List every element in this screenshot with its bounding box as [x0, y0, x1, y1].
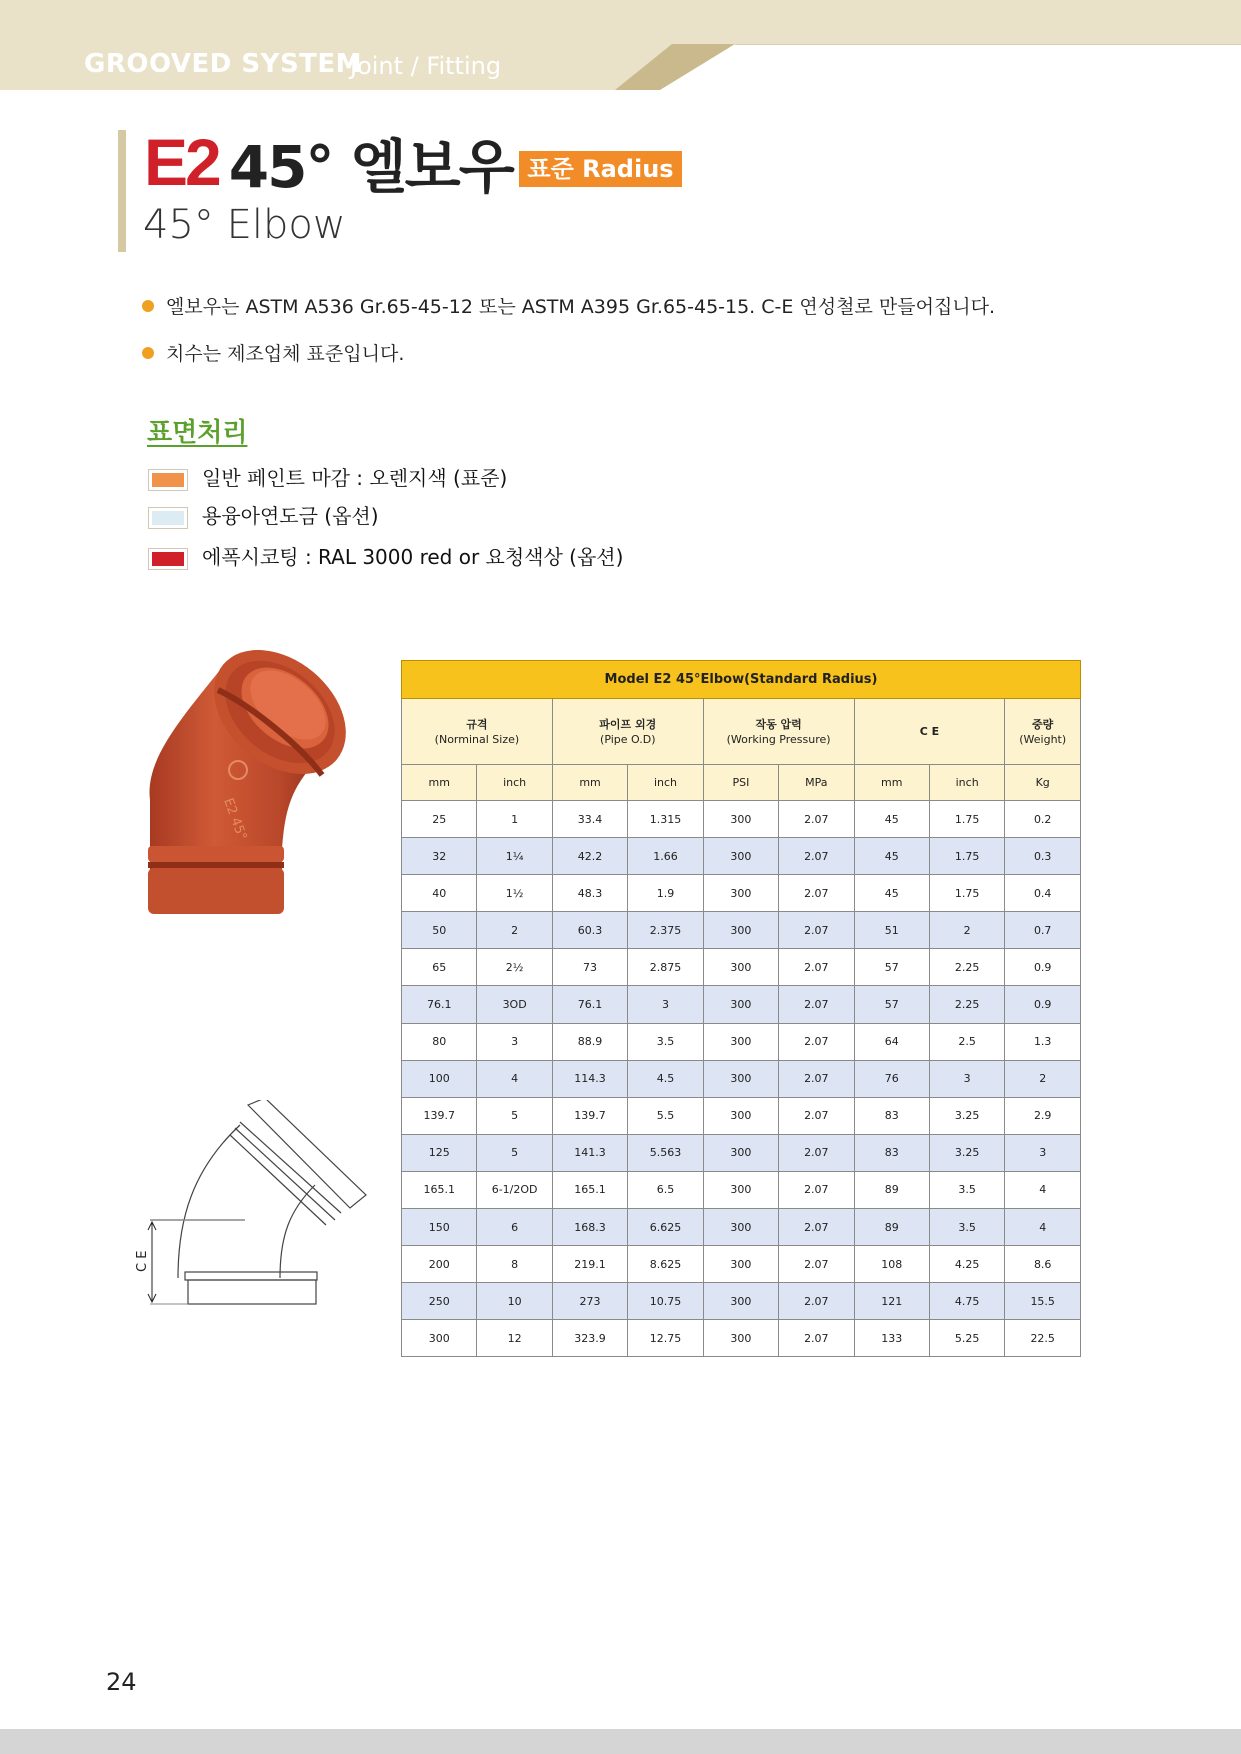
table-row	[402, 949, 1081, 986]
table-cell: 2	[929, 912, 1004, 949]
model-code: E2	[144, 125, 219, 199]
table-cell: 50	[402, 912, 477, 949]
color-swatch	[148, 507, 188, 529]
finish-item-galvanized	[148, 500, 379, 529]
elbow-technical-drawing	[130, 1100, 375, 1325]
table-row	[402, 1060, 1081, 1097]
table-row	[402, 875, 1081, 912]
table-cell: 108	[854, 1246, 929, 1283]
header-nominal-size: 규격 (Norminal Size)	[402, 699, 553, 765]
bullet-material	[142, 292, 995, 319]
table-cell: 2.25	[929, 949, 1004, 986]
table-cell: 300	[703, 1097, 778, 1134]
table-row	[402, 1209, 1081, 1246]
table-cell: 3	[1005, 1134, 1081, 1171]
table-cell: 22.5	[1005, 1320, 1081, 1357]
table-cell: 200	[402, 1246, 477, 1283]
table-cell: 3	[628, 986, 703, 1023]
unit-cell: inch	[477, 765, 552, 801]
table-cell: 300	[703, 912, 778, 949]
table-cell: 57	[854, 949, 929, 986]
table-cell: 1.75	[929, 838, 1004, 875]
table-cell: 3	[477, 1023, 552, 1060]
title-accent-bar	[118, 130, 126, 252]
table-cell: 2.07	[779, 986, 854, 1023]
table-cell: 100	[402, 1060, 477, 1097]
unit-cell: mm	[552, 765, 627, 801]
table-cell: 3.5	[929, 1209, 1004, 1246]
table-cell: 300	[703, 838, 778, 875]
table-cell: 250	[402, 1283, 477, 1320]
table-cell: 2.07	[779, 912, 854, 949]
table-cell: 141.3	[552, 1134, 627, 1171]
table-cell: 273	[552, 1283, 627, 1320]
table-row	[402, 1023, 1081, 1060]
table-cell: 150	[402, 1209, 477, 1246]
table-cell: 139.7	[402, 1097, 477, 1134]
table-cell: 300	[703, 1320, 778, 1357]
table-cell: 51	[854, 912, 929, 949]
table-cell: 2.07	[779, 1320, 854, 1357]
unit-cell: Kg	[1005, 765, 1081, 801]
table-cell: 2.9	[1005, 1097, 1081, 1134]
table-cell: 0.3	[1005, 838, 1081, 875]
bullet-text: 치수는 제조업체 표준입니다.	[166, 343, 405, 365]
table-cell: 5	[477, 1134, 552, 1171]
table-cell: 10.75	[628, 1283, 703, 1320]
table-cell: 165.1	[402, 1171, 477, 1208]
table-cell: 2.07	[779, 801, 854, 838]
table-cell: 300	[703, 1246, 778, 1283]
table-cell: 165.1	[552, 1171, 627, 1208]
table-cell: 133	[854, 1320, 929, 1357]
table-cell: 1.75	[929, 875, 1004, 912]
table-cell: 76.1	[402, 986, 477, 1023]
header-ce: C E	[854, 699, 1005, 765]
finish-label: 일반 페인트 마감 : 오렌지색 (표준)	[202, 466, 508, 490]
table-cell: 139.7	[552, 1097, 627, 1134]
unit-cell: inch	[628, 765, 703, 801]
table-cell: 83	[854, 1097, 929, 1134]
table-cell: 5.563	[628, 1134, 703, 1171]
table-cell: 65	[402, 949, 477, 986]
table-cell: 83	[854, 1134, 929, 1171]
swatch-fill	[152, 473, 184, 487]
table-cell: 8	[477, 1246, 552, 1283]
table-cell: 125	[402, 1134, 477, 1171]
table-cell: 57	[854, 986, 929, 1023]
table-cell: 25	[402, 801, 477, 838]
series-category: Joint / Fitting	[350, 52, 502, 80]
table-cell: 4.5	[628, 1060, 703, 1097]
table-cell: 2.07	[779, 1246, 854, 1283]
table-cell: 88.9	[552, 1023, 627, 1060]
bullet-dot	[142, 300, 154, 312]
table-cell: 6.625	[628, 1209, 703, 1246]
table-cell: 2.07	[779, 1283, 854, 1320]
table-cell: 1	[477, 801, 552, 838]
table-cell: 2½	[477, 949, 552, 986]
unit-row	[402, 765, 1081, 801]
table-row	[402, 1134, 1081, 1171]
unit-cell: mm	[854, 765, 929, 801]
table-cell: 3.5	[929, 1171, 1004, 1208]
table-cell: 5.5	[628, 1097, 703, 1134]
table-cell: 32	[402, 838, 477, 875]
header-band-line	[735, 44, 1241, 45]
table-cell: 0.2	[1005, 801, 1081, 838]
table-cell: 3.25	[929, 1097, 1004, 1134]
table-row	[402, 838, 1081, 875]
table-cell: 300	[703, 801, 778, 838]
table-row	[402, 986, 1081, 1023]
table-caption: Model E2 45°Elbow(Standard Radius)	[402, 661, 1081, 699]
footer-band	[0, 1729, 1241, 1754]
spec-table	[401, 660, 1081, 1357]
table-cell: 1.9	[628, 875, 703, 912]
table-cell: 1.315	[628, 801, 703, 838]
unit-cell: inch	[929, 765, 1004, 801]
bullet-text: 엘보우는 ASTM A536 Gr.65-45-12 또는 ASTM A395 Gr.65-45-15. C-E 연성철로 만들어집니다.	[166, 296, 996, 318]
table-cell: 60.3	[552, 912, 627, 949]
table-cell: 2	[477, 912, 552, 949]
ce-dimension-label: C E	[135, 1250, 150, 1272]
table-cell: 76	[854, 1060, 929, 1097]
table-cell: 0.7	[1005, 912, 1081, 949]
table-cell: 2.375	[628, 912, 703, 949]
table-cell: 300	[703, 1283, 778, 1320]
table-cell: 300	[703, 1134, 778, 1171]
table-cell: 12.75	[628, 1320, 703, 1357]
table-cell: 219.1	[552, 1246, 627, 1283]
table-cell: 6-1/2OD	[477, 1171, 552, 1208]
table-cell: 4	[1005, 1171, 1081, 1208]
table-cell: 300	[703, 1060, 778, 1097]
table-row	[402, 1097, 1081, 1134]
table-cell: 45	[854, 838, 929, 875]
header-weight: 중량 (Weight)	[1005, 699, 1081, 765]
finish-item-epoxy	[148, 541, 623, 570]
finish-item-paint	[148, 462, 507, 491]
table-cell: 121	[854, 1283, 929, 1320]
table-cell: 45	[854, 801, 929, 838]
color-swatch	[148, 548, 188, 570]
table-cell: 3.25	[929, 1134, 1004, 1171]
swatch-fill	[152, 552, 184, 566]
table-cell: 2.07	[779, 949, 854, 986]
unit-cell: PSI	[703, 765, 778, 801]
table-cell: 45	[854, 875, 929, 912]
table-cell: 2.07	[779, 1171, 854, 1208]
table-cell: 1.3	[1005, 1023, 1081, 1060]
table-cell: 2.07	[779, 1209, 854, 1246]
table-cell: 4.75	[929, 1283, 1004, 1320]
table-cell: 4.25	[929, 1246, 1004, 1283]
table-cell: 5.25	[929, 1320, 1004, 1357]
table-cell: 6.5	[628, 1171, 703, 1208]
product-name-ko: 45° 엘보우	[228, 133, 513, 201]
table-cell: 114.3	[552, 1060, 627, 1097]
table-cell: 300	[703, 1209, 778, 1246]
table-cell: 168.3	[552, 1209, 627, 1246]
table-cell: 2.07	[779, 1060, 854, 1097]
table-cell: 300	[703, 949, 778, 986]
table-cell: 4	[477, 1060, 552, 1097]
table-cell: 0.9	[1005, 949, 1081, 986]
bullet-dot	[142, 347, 154, 359]
table-cell: 0.4	[1005, 875, 1081, 912]
table-row	[402, 1246, 1081, 1283]
table-cell: 3	[929, 1060, 1004, 1097]
table-cell: 2.07	[779, 875, 854, 912]
table-cell: 48.3	[552, 875, 627, 912]
table-cell: 300	[703, 1023, 778, 1060]
table-cell: 2.07	[779, 1097, 854, 1134]
table-cell: 3OD	[477, 986, 552, 1023]
table-cell: 2.07	[779, 1134, 854, 1171]
table-cell: 1½	[477, 875, 552, 912]
finish-label: 용융아연도금 (옵션)	[202, 504, 379, 528]
table-cell: 76.1	[552, 986, 627, 1023]
table-body	[402, 801, 1081, 1357]
table-cell: 8.625	[628, 1246, 703, 1283]
table-row	[402, 912, 1081, 949]
table-row	[402, 801, 1081, 838]
unit-cell: MPa	[779, 765, 854, 801]
table-cell: 0.9	[1005, 986, 1081, 1023]
table-cell: 2.07	[779, 1023, 854, 1060]
product-name-en: 45° Elbow	[143, 202, 346, 248]
svg-text:E2 45°: E2 45°	[220, 796, 250, 843]
table-cell: 2.875	[628, 949, 703, 986]
table-cell: 300	[703, 986, 778, 1023]
swatch-fill	[152, 511, 184, 525]
table-cell: 2.25	[929, 986, 1004, 1023]
table-row	[402, 1283, 1081, 1320]
table-cell: 4	[1005, 1209, 1081, 1246]
table-row	[402, 1171, 1081, 1208]
table-cell: 12	[477, 1320, 552, 1357]
table-cell: 2.07	[779, 838, 854, 875]
table-cell: 6	[477, 1209, 552, 1246]
table-cell: 1¼	[477, 838, 552, 875]
unit-cell: mm	[402, 765, 477, 801]
table-cell: 300	[703, 1171, 778, 1208]
table-cell: 2	[1005, 1060, 1081, 1097]
elbow-product-photo	[140, 650, 380, 930]
header-working-pressure: 작동 압력 (Working Pressure)	[703, 699, 854, 765]
table-cell: 80	[402, 1023, 477, 1060]
table-cell: 8.6	[1005, 1246, 1081, 1283]
table-cell: 42.2	[552, 838, 627, 875]
table-cell: 40	[402, 875, 477, 912]
table-cell: 15.5	[1005, 1283, 1081, 1320]
table-cell: 3.5	[628, 1023, 703, 1060]
table-cell: 1.75	[929, 801, 1004, 838]
table-cell: 89	[854, 1209, 929, 1246]
bullet-dimensions	[142, 339, 404, 366]
page-number: 24	[106, 1668, 137, 1696]
header-band	[0, 0, 1241, 90]
table-cell: 64	[854, 1023, 929, 1060]
table-cell: 10	[477, 1283, 552, 1320]
table-cell: 89	[854, 1171, 929, 1208]
series-title: GROOVED SYSTEM	[84, 49, 363, 79]
product-title	[144, 120, 513, 200]
table-cell: 1.66	[628, 838, 703, 875]
table-cell: 300	[402, 1320, 477, 1357]
table-cell: 323.9	[552, 1320, 627, 1357]
radius-badge: 표준 Radius	[519, 151, 682, 187]
header-pipe-od: 파이프 외경 (Pipe O.D)	[552, 699, 703, 765]
table-cell: 73	[552, 949, 627, 986]
table-cell: 300	[703, 875, 778, 912]
table-cell: 2.5	[929, 1023, 1004, 1060]
table-row	[402, 1320, 1081, 1357]
table-cell: 33.4	[552, 801, 627, 838]
finish-title: 표면처리	[147, 418, 248, 448]
table-cell: 5	[477, 1097, 552, 1134]
finish-label: 에폭시코팅 : RAL 3000 red or 요청색상 (옵션)	[202, 545, 624, 569]
color-swatch	[148, 469, 188, 491]
